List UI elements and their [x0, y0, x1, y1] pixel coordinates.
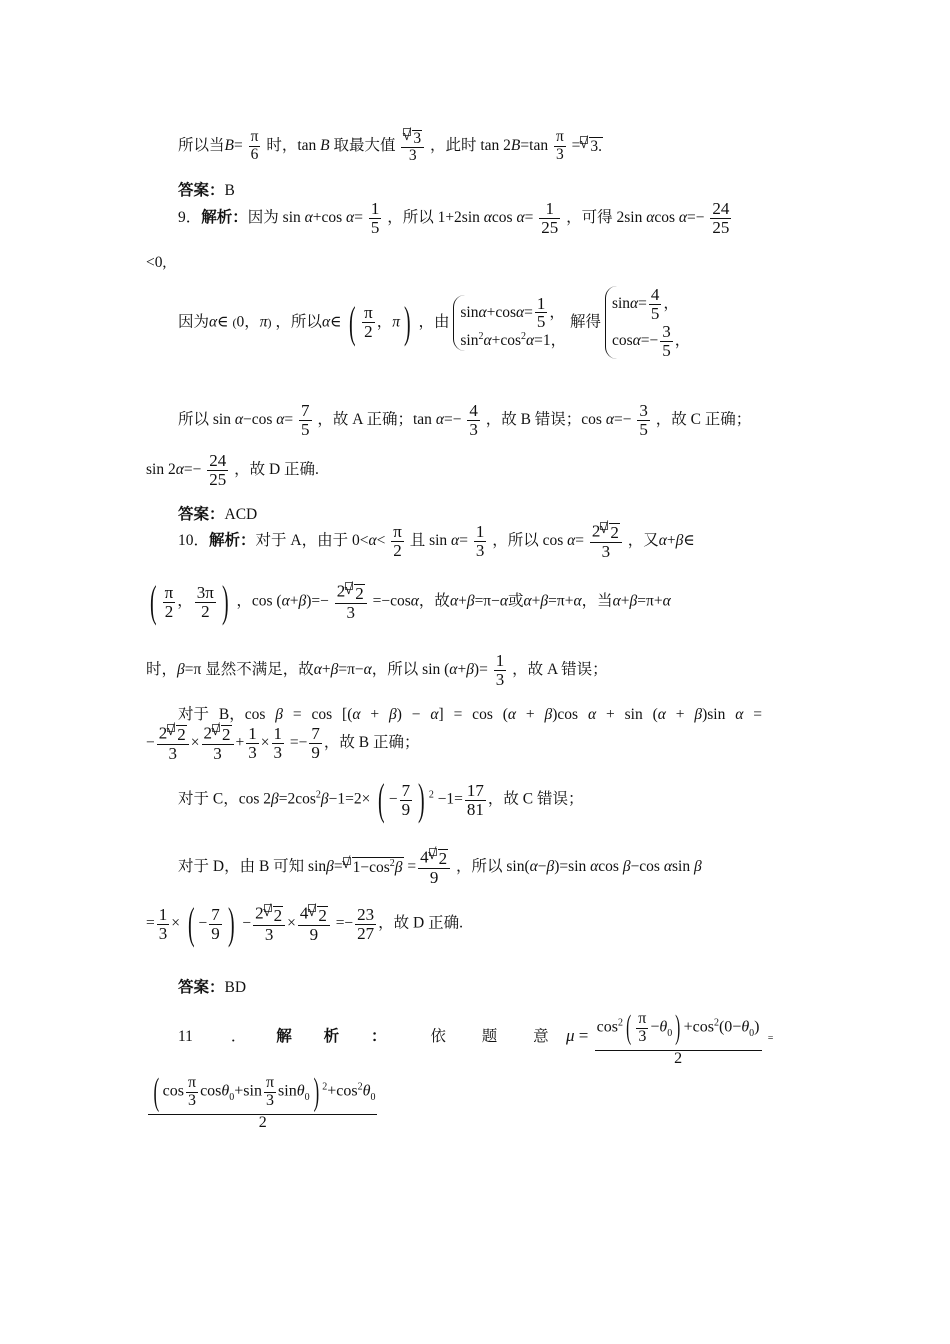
p9-line5: sin 2α=− $\frac{24}{25}$ ，故 D 正确. [146, 451, 319, 489]
answer-10: 答案：BD [178, 979, 247, 996]
p9-line4: 所以 sin α−cos α= $\frac{7}{5}$ ，故 A 正确；tan α=− $\frac{4}{3}$ ，故 B 错误；cos α=− $\frac{3}{5}$ ，故 C 正确； [178, 401, 752, 439]
p10-line6: 对于 C，$\cos 2\beta=2\cos^2\beta-1=2\times$ ( − $\frac{7}{9}$ ) $^2$ −1= $\frac{17}{81}$ ，故 C 错误； [178, 775, 584, 824]
p9-line2: <0, [146, 254, 167, 271]
p10-line3: 时，β=π 显然不满足，故α+β=π−α，所以 sin (α+β)= $\frac{1}{3}$ ，故 A 错误； [146, 651, 608, 689]
p10-line8: = $\frac{1}{3}$ × ( − $\frac{7}{9}$ ) − $\frac{2√ 2}{3}$ × $\frac{4√ 2}{9}$ =− $\frac{23}{27}$ ，故 D 正确. [146, 902, 463, 946]
p11-mu-expression: μ = $\cos^2$( $\frac{\pi}{3}$ $-\theta_0) +\cos^2(0-\theta_0)$ 2 = [566, 1006, 773, 1068]
p10-line5: − $\frac{2√ 2}{3}$ × $\frac{2√ 2}{3}$ + $\frac{1}{3}$ × $\frac{1}{3}$ =− $\frac{7}{9}$ ，故 B 正确； [146, 724, 419, 763]
answer-8: 答案：B [178, 182, 235, 199]
p8-line: 所以当B= $\frac{\pi}{6}$ 时，tan B 取最大值 √ $\frac{3}{3}$ ，此时 tan 2B=tan $\frac{\pi}{3}$ =√ 3. [178, 128, 603, 164]
p11-heading: 11 ． 解 析 ： 依 题 意 [178, 1028, 549, 1045]
fraction-pi-3: $\frac{\pi}{3}$ [555, 128, 564, 163]
p10-line7: 对于 D，由 B 可知 sinβ=√ $1-\cos^2\beta$ = $\frac{4√ 2}{9}$ ，所以 sin(α−β)=sin αcos β−cos αsin β [178, 848, 702, 887]
fraction-1-5: $\frac{1}{5}$ [370, 199, 380, 237]
equation-system-2: sinα= $\frac{4}{5}$ ， cosα=− $\frac{3}{5}$ ， [605, 286, 690, 359]
fraction-pi-2: $\frac{\pi}{2}$ [364, 303, 373, 342]
p9-line1: 9．解析：因为 sin α+cos α= $\frac{1}{5}$ ，所以 1+2sin αcos α= $\frac{1}{25}$ ，可得 2sin αcos α=− $\frac{24}{25}$ [178, 199, 730, 237]
fraction-pi-6: $\frac{\pi}{6}$ [250, 128, 259, 163]
p10-line4: 对于 B，cos β = cos [(α + β) − α] = cos (α + β)cos α + sin (α + β)sin α = [178, 706, 762, 723]
fraction-sqrt3-3: √ $\frac{3}{3}$ [401, 128, 424, 164]
fraction-24-25: $\frac{24}{25}$ [712, 199, 730, 237]
answer-9: 答案：ACD [178, 506, 258, 523]
p10-line2: ( $\frac{\pi}{2}$ ， $\frac{3\pi}{2}$ ) ，cos (α+β)=− $\frac{2√ 2}{3}$ =−cosα，故α+β=π−α或α+β=π+α，当α+β=π+α [146, 580, 671, 624]
p11-expanded-expression: ( cos $\frac{\pi}{3}$ cosθ$_0$+sin $\frac{\pi}{3}$ sinθ$_0$) $^2+\cos^2\theta_0$ 2 [146, 1070, 379, 1132]
p10-line1: 10．解析：对于 A，由于 0<α< $\frac{\pi}{2}$ 且 sin α= $\frac{1}{3}$ ，所以 cos α= $\frac{2√ 2}{3}$ ，又α+β∈ [178, 522, 695, 561]
fraction-1-25: $\frac{1}{25}$ [541, 199, 559, 237]
p9-line3: 因为α∈ (0，π) ，所以α∈ ( $\frac{\pi}{2}$ ，π) ，由 sinα+cosα= $\frac{1}{5}$ ， $\sin^2\alpha+\cos^2\alpha=1$， 解得 sinα= $\frac{4}{5}$ ， cosα=− $\frac{3}{5}$ ， [178, 285, 691, 360]
equation-system-1: sinα+cosα= $\frac{1}{5}$ ， $\sin^2\alpha+\cos^2\alpha=1$， [453, 295, 566, 351]
